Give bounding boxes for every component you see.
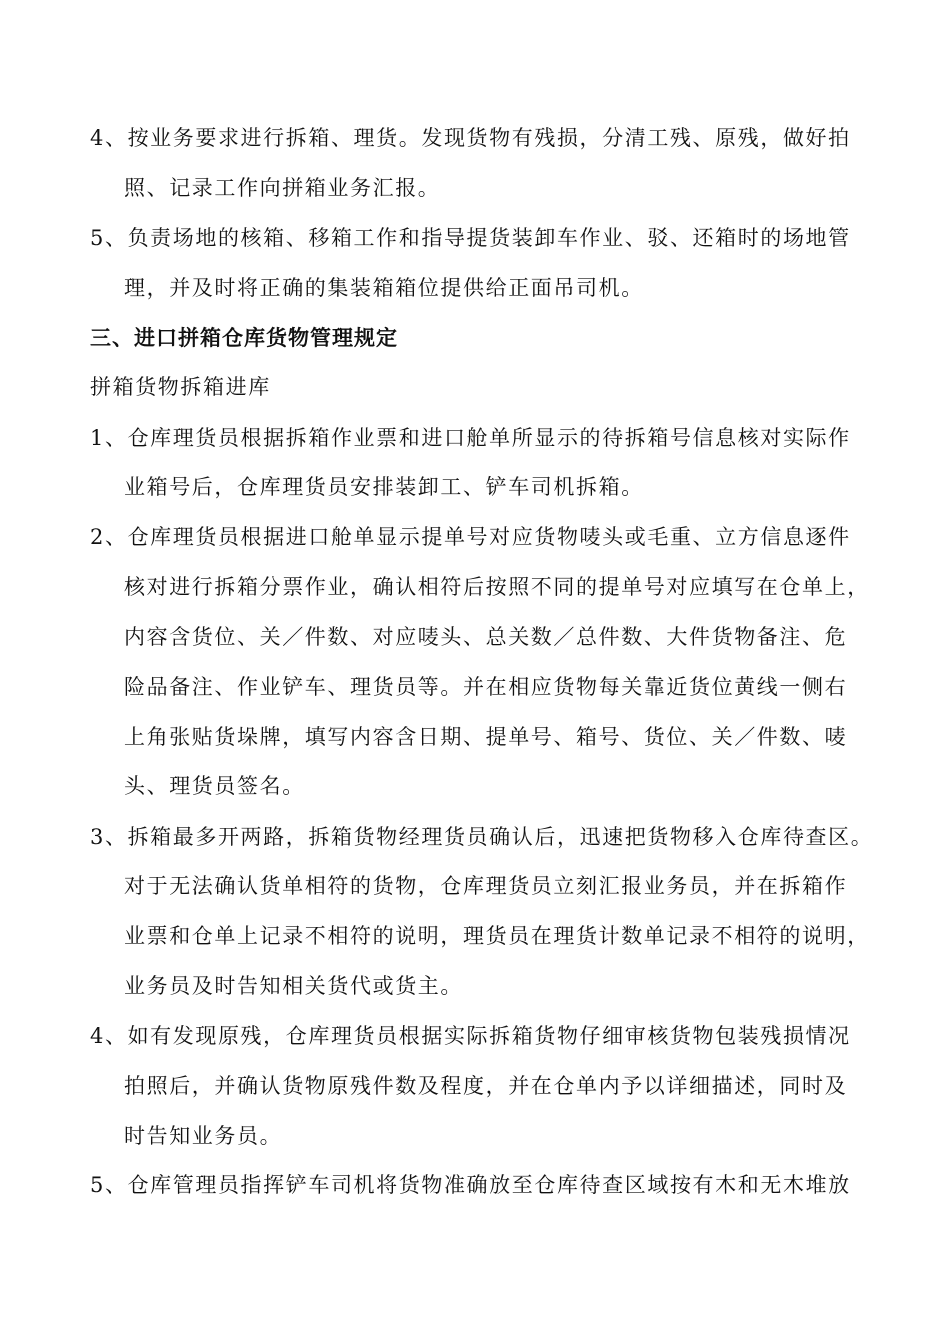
list-item-5b-line-1 [90, 1171, 851, 1199]
list-number: 4、 [90, 1024, 128, 1048]
list-item-4b-line-3: 时告知业务员。 [124, 1124, 283, 1148]
list-item-2-line-5: 上角张贴货垛牌，填写内容含日期、提单号、箱号、货位、关／件数、唛 [124, 725, 848, 749]
list-number: 2、 [90, 525, 128, 549]
list-item-4-line-2: 照、记录工作向拼箱业务汇报。 [124, 176, 441, 200]
list-item-text: 仓库管理员指挥铲车司机将货物准确放至仓库待查区域按有木和无木堆放 [127, 1173, 851, 1197]
list-item-2-line-3: 内容含货位、关／件数、对应唛头、总关数／总件数、大件货物备注、危 [124, 625, 848, 649]
list-item-text: 仓库理货员根据进口舱单显示提单号对应货物唛头或毛重、立方信息逐件 [127, 525, 851, 549]
list-item-3-line-4: 业务员及时告知相关货代或货主。 [124, 974, 463, 998]
list-item-1-line-2: 业箱号后，仓库理货员安排装卸工、铲车司机拆箱。 [124, 475, 644, 499]
list-item-3-line-1 [90, 823, 873, 851]
list-item-2-line-6: 头、理货员签名。 [124, 774, 305, 798]
list-item-3-line-3: 业票和仓单上记录不相符的说明，理货员在理货计数单记录不相符的说明， [124, 924, 870, 948]
list-number: 1、 [90, 426, 128, 450]
list-item-1-line-1 [90, 424, 851, 452]
list-item-text: 拆箱最多开两路，拆箱货物经理货员确认后，迅速把货物移入仓库待查区。 [127, 825, 874, 849]
list-item-4-line-1 [90, 124, 851, 152]
list-item-text: 如有发现原残，仓库理货员根据实际拆箱货物仔细审核货物包装残损情况 [127, 1024, 851, 1048]
list-item-4b-line-1 [90, 1022, 851, 1050]
list-item-text: 按业务要求进行拆箱、理货。发现货物有残损，分清工残、原残，做好拍 [127, 126, 851, 150]
list-item-3-line-2: 对于无法确认货单相符的货物，仓库理货员立刻汇报业务员，并在拆箱作 [124, 874, 848, 898]
list-number: 3、 [90, 825, 128, 849]
list-item-5-line-1 [90, 224, 851, 252]
list-number: 5、 [90, 1173, 128, 1197]
section-heading: 三、进口拼箱仓库货物管理规定 [90, 326, 398, 350]
list-item-4b-line-2: 拍照后，并确认货物原残件数及程度，并在仓单内予以详细描述，同时及 [124, 1074, 848, 1098]
list-number: 4、 [90, 126, 128, 150]
list-item-2-line-1 [90, 523, 851, 551]
list-item-5-line-2: 理，并及时将正确的集装箱箱位提供给正面吊司机。 [124, 276, 644, 300]
section-subheading: 拼箱货物拆箱进库 [90, 375, 271, 399]
list-item-2-line-4: 险品备注、作业铲车、理货员等。并在相应货物每关靠近货位黄线一侧右 [124, 675, 848, 699]
list-item-text: 负责场地的核箱、移箱工作和指导提货装卸车作业、驳、还箱时的场地管 [127, 226, 851, 250]
list-number: 5、 [90, 226, 128, 250]
list-item-2-line-2: 核对进行拆箱分票作业，确认相符后按照不同的提单号对应填写在仓单上， [124, 575, 870, 599]
list-item-text: 仓库理货员根据拆箱作业票和进口舱单所显示的待拆箱号信息核对实际作 [127, 426, 851, 450]
